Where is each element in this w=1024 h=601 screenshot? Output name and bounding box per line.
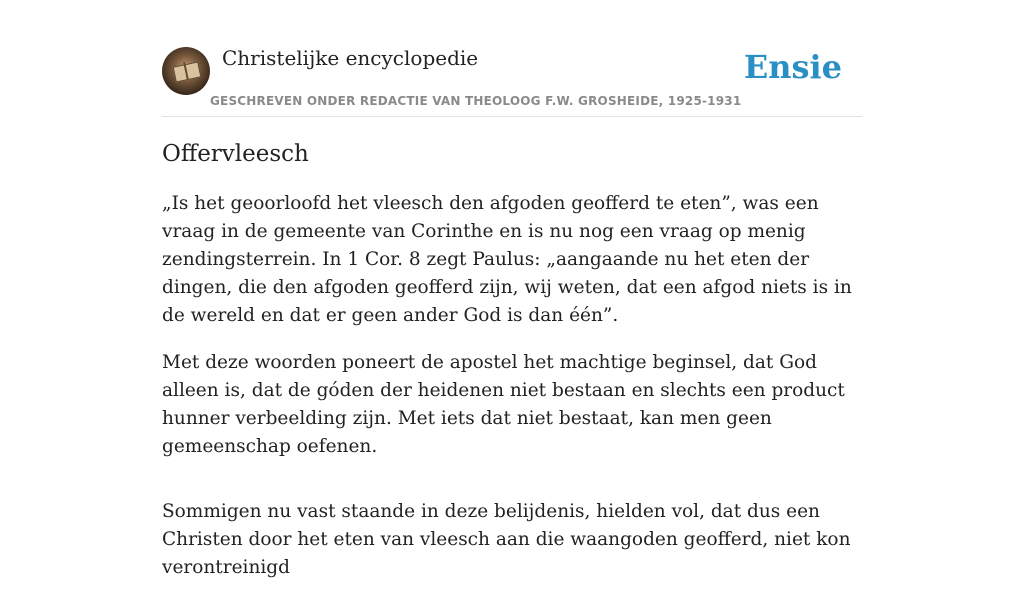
site-header — [162, 44, 862, 117]
encyclopedia-subtitle: GESCHREVEN ONDER REDACTIE VAN THEOLOOG F.W. GROSHEIDE, 1925-1931 — [210, 94, 742, 108]
encyclopedia-avatar[interactable] — [162, 47, 210, 95]
article-paragraph: Sommigen nu vast staande in deze belijdenis, hielden vol, dat dus een Christen door het eten van vleesch aan die waangoden geofferd, niet kon verontreinigd — [162, 501, 851, 578]
article — [162, 138, 862, 601]
ensie-logo[interactable]: Ensie — [743, 48, 842, 86]
encyclopedia-title[interactable]: Christelijke encyclopedie — [222, 46, 479, 70]
article-paragraph: Met deze woorden poneert de apostel het machtige beginsel, dat God alleen is, dat de góden der heidenen niet bestaan en slechts een product hunner verbeelding zijn. Met iets dat niet bestaat, kan men geen gemeenschap oefenen. — [162, 352, 845, 457]
article-paragraph: „Is het geoorloofd het vleesch den afgoden geofferd te eten”, was een vraag in de gemeente van Corinthe en is nu nog een vraag op menig zendingsterrein. In 1 Cor. 8 zegt Paulus: „aangaande nu het eten der dingen, die den afgoden geofferd zijn, wij weten, dat een afgod niets is in de wereld en dat er geen ander God is dan één”. — [162, 193, 852, 326]
article-title: Offervleesch — [162, 141, 309, 167]
